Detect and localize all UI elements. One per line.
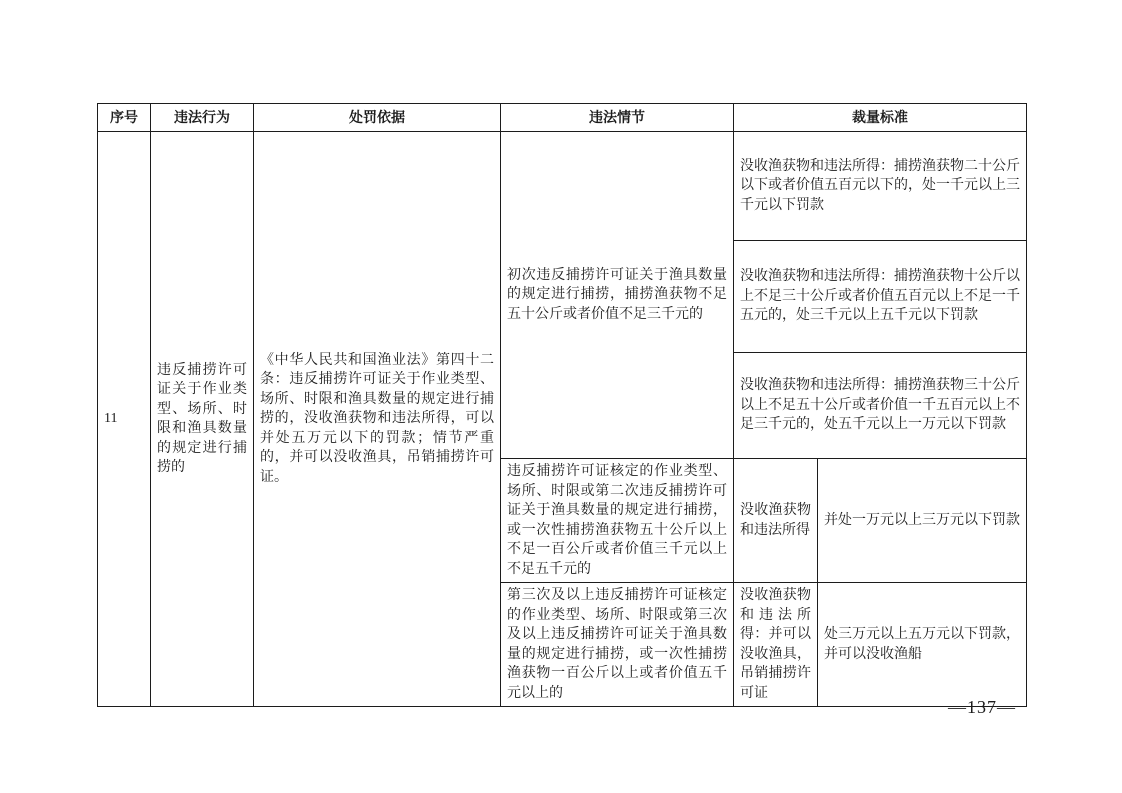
cell-standard-4-fine: 并处一万元以上三万元以下罚款 [818, 459, 1027, 583]
cell-circumstance-2: 违反捕捞许可证核定的作业类型、场所、时限或第二次违反捕捞许可证关于渔具数量的规定进行捕捞，或一次性捕捞渔获物五十公斤以上不足一百公斤或者价值三千元以上不足五千元的 [501, 459, 734, 583]
page-number: —137— [948, 697, 1016, 717]
cell-penalty-basis: 《中华人民共和国渔业法》第四十二条：违反捕捞许可证关于作业类型、场所、时限和渔具数量的规定进行捕捞的，没收渔获物和违法所得，可以并处五万元以下的罚款；情节严重的，并可以没收渔具，吊销捕捞许可证。 [254, 132, 501, 707]
cell-circumstance-1: 初次违反捕捞许可证关于渔具数量的规定进行捕捞，捕捞渔获物不足五十公斤或者价值不足三千元的 [501, 132, 734, 459]
cell-standard-4-confiscation: 没收渔获物和违法所得 [734, 459, 818, 583]
penalty-discretion-table [97, 103, 1027, 707]
table-row [98, 132, 1027, 241]
cell-circumstance-3: 第三次及以上违反捕捞许可证核定的作业类型、场所、时限或第三次及以上违反捕捞许可证关于渔具数量的规定进行捕捞，或一次性捕捞渔获物一百公斤以上或者价值五千元以上的 [501, 583, 734, 707]
cell-standard-5-confiscation: 没收渔获物和违法所得：并可以没收渔具，吊销捕捞许可证 [734, 583, 818, 707]
header-penalty-basis: 处罚依据 [254, 104, 501, 132]
cell-seq: 11 [98, 132, 151, 707]
header-seq: 序号 [98, 104, 151, 132]
header-circumstance: 违法情节 [501, 104, 734, 132]
cell-standard-5-fine: 处三万元以上五万元以下罚款，并可以没收渔船 [818, 583, 1027, 707]
header-discretion-standard: 裁量标准 [734, 104, 1027, 132]
table-header-row [98, 104, 1027, 132]
header-illegal-act: 违法行为 [151, 104, 254, 132]
cell-standard-1: 没收渔获物和违法所得：捕捞渔获物二十公斤以下或者价值五百元以下的，处一千元以上三千元以下罚款 [734, 132, 1027, 241]
cell-standard-3: 没收渔获物和违法所得：捕捞渔获物三十公斤以上不足五十公斤或者价值一千五百元以上不足三千元的，处五千元以上一万元以下罚款 [734, 353, 1027, 459]
cell-standard-2: 没收渔获物和违法所得：捕捞渔获物十公斤以上不足三十公斤或者价值五百元以上不足一千五元的，处三千元以上五千元以下罚款 [734, 241, 1027, 353]
cell-illegal-act: 违反捕捞许可证关于作业类型、场所、时限和渔具数量的规定进行捕捞的 [151, 132, 254, 707]
